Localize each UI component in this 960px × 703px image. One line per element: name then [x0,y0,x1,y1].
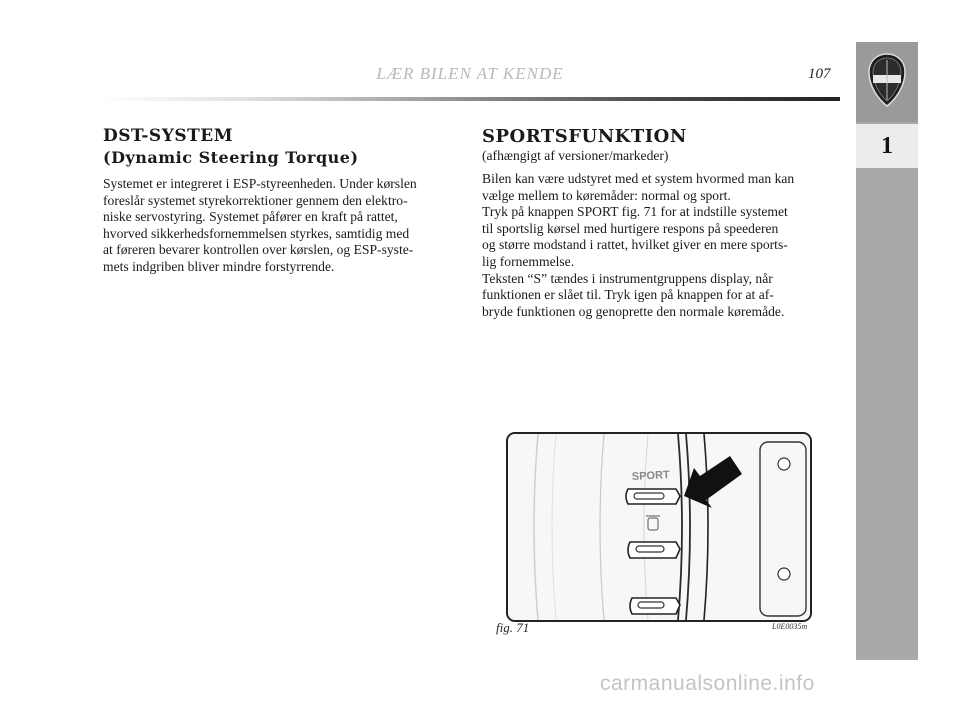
body-line: Bilen kan være udstyret med et system hvormed man kan [482,171,795,186]
section-body [103,176,460,276]
chapter-number: 1 [856,124,918,168]
sport-button-label: SPORT [631,469,671,483]
dst-system-section [103,126,460,276]
body-line: Systemet er integreret i ESP-styreenheden. Under kørslen [103,176,417,191]
body-line: til sportslig kørsel med hurtigere respons på speederen [482,220,779,236]
body-line: bryde funktionen og genoprette den normale køremåde. [482,303,785,319]
body-line: niske servostyring. Systemet påfører en kraft på rattet, [103,209,398,225]
figure-71-sport-button [506,432,812,622]
section-heading: DST-SYSTEM [103,126,234,146]
body-line: hvorved sikkerhedsfornemmelsen styrkes, samtidig med [103,225,410,241]
body-line: Teksten “S” tændes i instrumentgruppens display, når [482,270,773,286]
watermark-text: carmanualsonline.info [600,672,815,695]
body-line: funktionen er slået til. Tryk igen på knappen for at af- [482,287,774,303]
page-number: 107 [808,66,831,82]
body-line: mets indgriben bliver mindre forstyrrende. [103,258,335,274]
brand-logo-box [856,42,918,122]
running-header-title: LÆR BILEN AT KENDE [376,64,564,83]
sport-button-illustration [508,434,810,620]
body-line: vælge mellem to køremåder: normal og sport. [482,187,731,203]
section-heading: SPORTSFUNKTION [482,126,687,147]
body-line: og større modstand i rattet, hvilket giver en mere sports- [482,237,788,253]
figure-caption: fig. 71 [496,620,530,635]
section-note: (afhængigt af versioner/markeder) [482,148,669,163]
figure-code: L0E0035m [772,622,808,631]
body-line: at føreren bevarer kontrollen over kørslen, og ESP-syste- [103,242,414,258]
section-subheading: (Dynamic Steering Torque) [103,148,359,167]
body-line: foreslår systemet styrekorrektioner gennem den elektro- [103,192,408,208]
body-line: Tryk på knappen SPORT fig. 71 for at indstille systemet [482,204,788,220]
body-line: lig fornemmelse. [482,253,575,269]
section-body [482,171,834,320]
header-rule [100,97,840,101]
lancia-shield-icon [866,52,908,108]
sportsfunktion-section [482,126,834,320]
